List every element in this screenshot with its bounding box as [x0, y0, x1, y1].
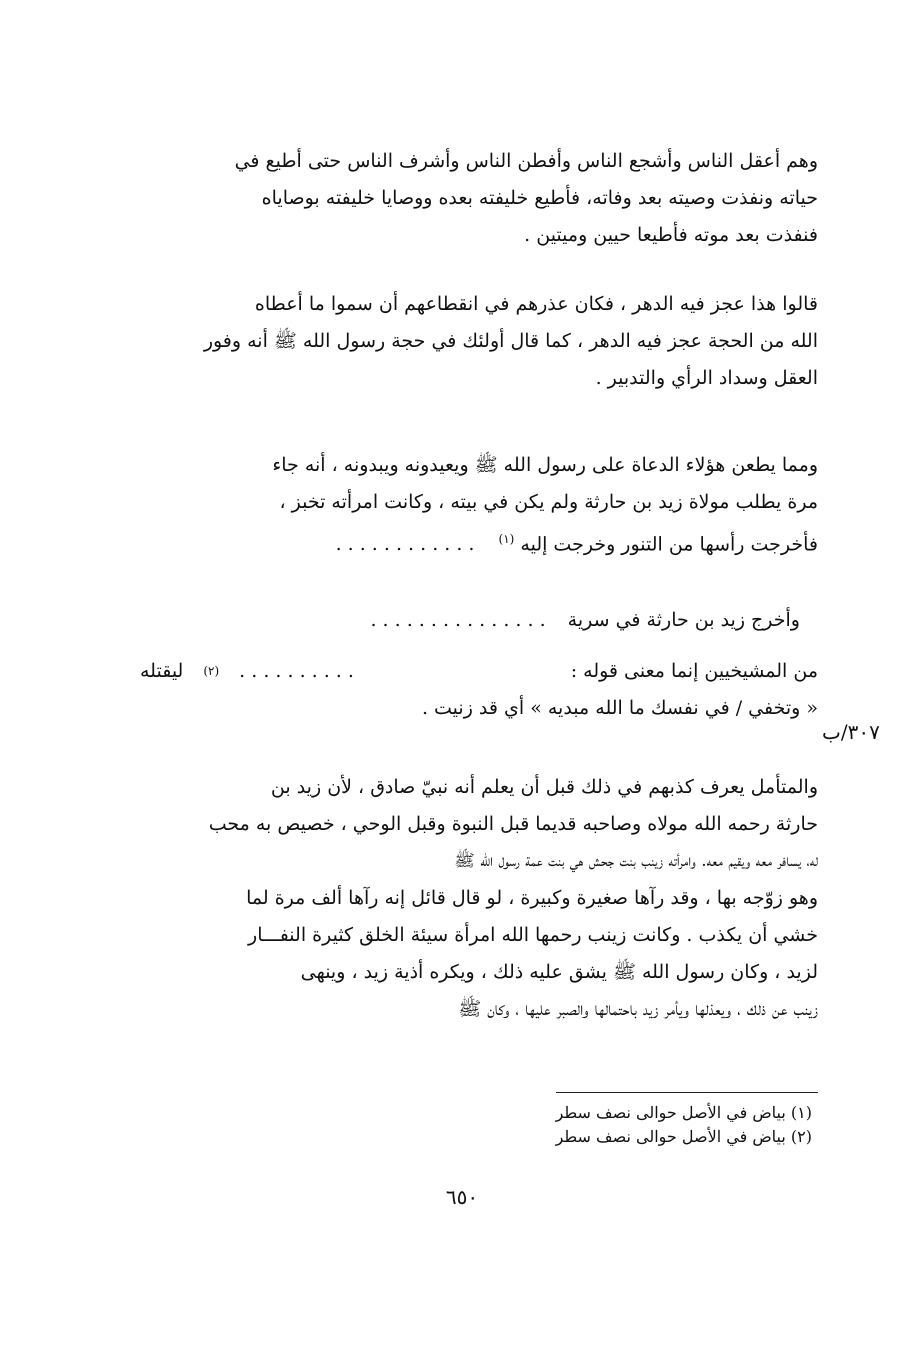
- text-segment: فأخرجت رأسها من التنور وخرجت إليه: [520, 533, 818, 556]
- text-line: فنفذت بعد موته فأطيعا حيين وميتين .: [524, 224, 818, 246]
- text-segment: وأخرج زيد بن حارثة في سرية: [567, 609, 800, 631]
- footnote-marker: (٢): [203, 664, 220, 678]
- text-line: خشي أن يكذب . وكانت زينب رحمها الله امرأة سيئة الخلق كثيرة النفـــار: [248, 924, 818, 946]
- text-line: له، يسافر معه ويقيم معه. وامرأته زينب بنت جحش هي بنت عمة رسول الله ﷺ: [454, 851, 818, 871]
- paragraph-1: [140, 143, 818, 254]
- text-line: « وتخفي / في نفسك ما الله مبديه » أي قد زنيت .: [421, 697, 818, 719]
- footnote-2: (٢) بياض في الأصل حوالى نصف سطر: [555, 1127, 812, 1146]
- text-line: الله من الحجة عجز فيه الدهر ، كما قال أولئك في حجة رسول الله ﷺ أنه وفور: [203, 330, 818, 352]
- ellipsis-gap: . . . . . . . . . . . .: [335, 533, 475, 556]
- text-line-with-gap: [140, 521, 818, 558]
- text-line-with-gap: [140, 602, 818, 639]
- ellipsis-gap: . . . . . . . . . . . . . . .: [370, 609, 546, 631]
- text-line: قالوا هذا عجز فيه الدهر ، فكان عذرهم في انقطاعهم أن سموا ما أعطاه: [254, 293, 818, 315]
- text-line-with-gap: [140, 653, 818, 690]
- folio-margin-note: ٣٠٧/ب: [822, 720, 880, 744]
- text-line: العقل وسداد الرأي والتدبير .: [595, 367, 818, 389]
- footnote-divider: [556, 1092, 818, 1093]
- text-line: مرة يطلب مولاة زيد بن حارثة ولم يكن في بيته ، وكانت امرأته تخبز ،: [279, 491, 818, 513]
- text-line: والمتأمل يعرف كذبهم في ذلك قبل أن يعلم أنه نبيّ صادق ، لأن زيد بن: [270, 776, 818, 798]
- text-line: حارثة رحمه الله مولاه وصاحبه قديما قبل النبوة وقبل الوحي ، خصيص به محب: [208, 813, 818, 835]
- text-line: وهم أعقل الناس وأشجع الناس وأفطن الناس وأشرف الناس حتى أطيع في: [234, 150, 818, 172]
- page-number: ٦٥٠: [445, 1185, 479, 1209]
- text-line: حياته ونفذت وصيته بعد وفاته، فأطيع خليفته بعده ووصايا خليفته بوصاياه: [261, 187, 818, 209]
- text-segment: ليقتله: [140, 660, 184, 682]
- text-line: لزيد ، وكان رسول الله ﷺ يشق عليه ذلك ، ويكره أذية زيد ، وينهى: [300, 961, 818, 983]
- text-line: زينب عن ذلك ، ويعذلها ويأمر زيد باحتمالها والصبر عليها ، وكان ﷺ: [458, 998, 818, 1020]
- text-line: ومما يطعن هؤلاء الدعاة على رسول الله ﷺ ويعيدونه ويبدونه ، أنه جاء: [272, 454, 818, 476]
- text-segment: من المشيخيين إنما معنى قوله :: [570, 660, 818, 682]
- paragraph-5: [140, 769, 818, 1028]
- paragraph-3: [140, 447, 818, 558]
- footnote-1: (١) بياض في الأصل حوالى نصف سطر: [555, 1103, 812, 1122]
- footnote-marker: (١): [498, 532, 515, 546]
- ellipsis-gap: . . . . . . . . . .: [239, 660, 354, 682]
- paragraph-2: [140, 286, 818, 397]
- paragraph-4: [140, 602, 818, 727]
- text-line: وهو زوّجه بها ، وقد رآها صغيرة وكبيرة ، لو قال قائل إنه رآها ألف مرة لما: [246, 887, 818, 909]
